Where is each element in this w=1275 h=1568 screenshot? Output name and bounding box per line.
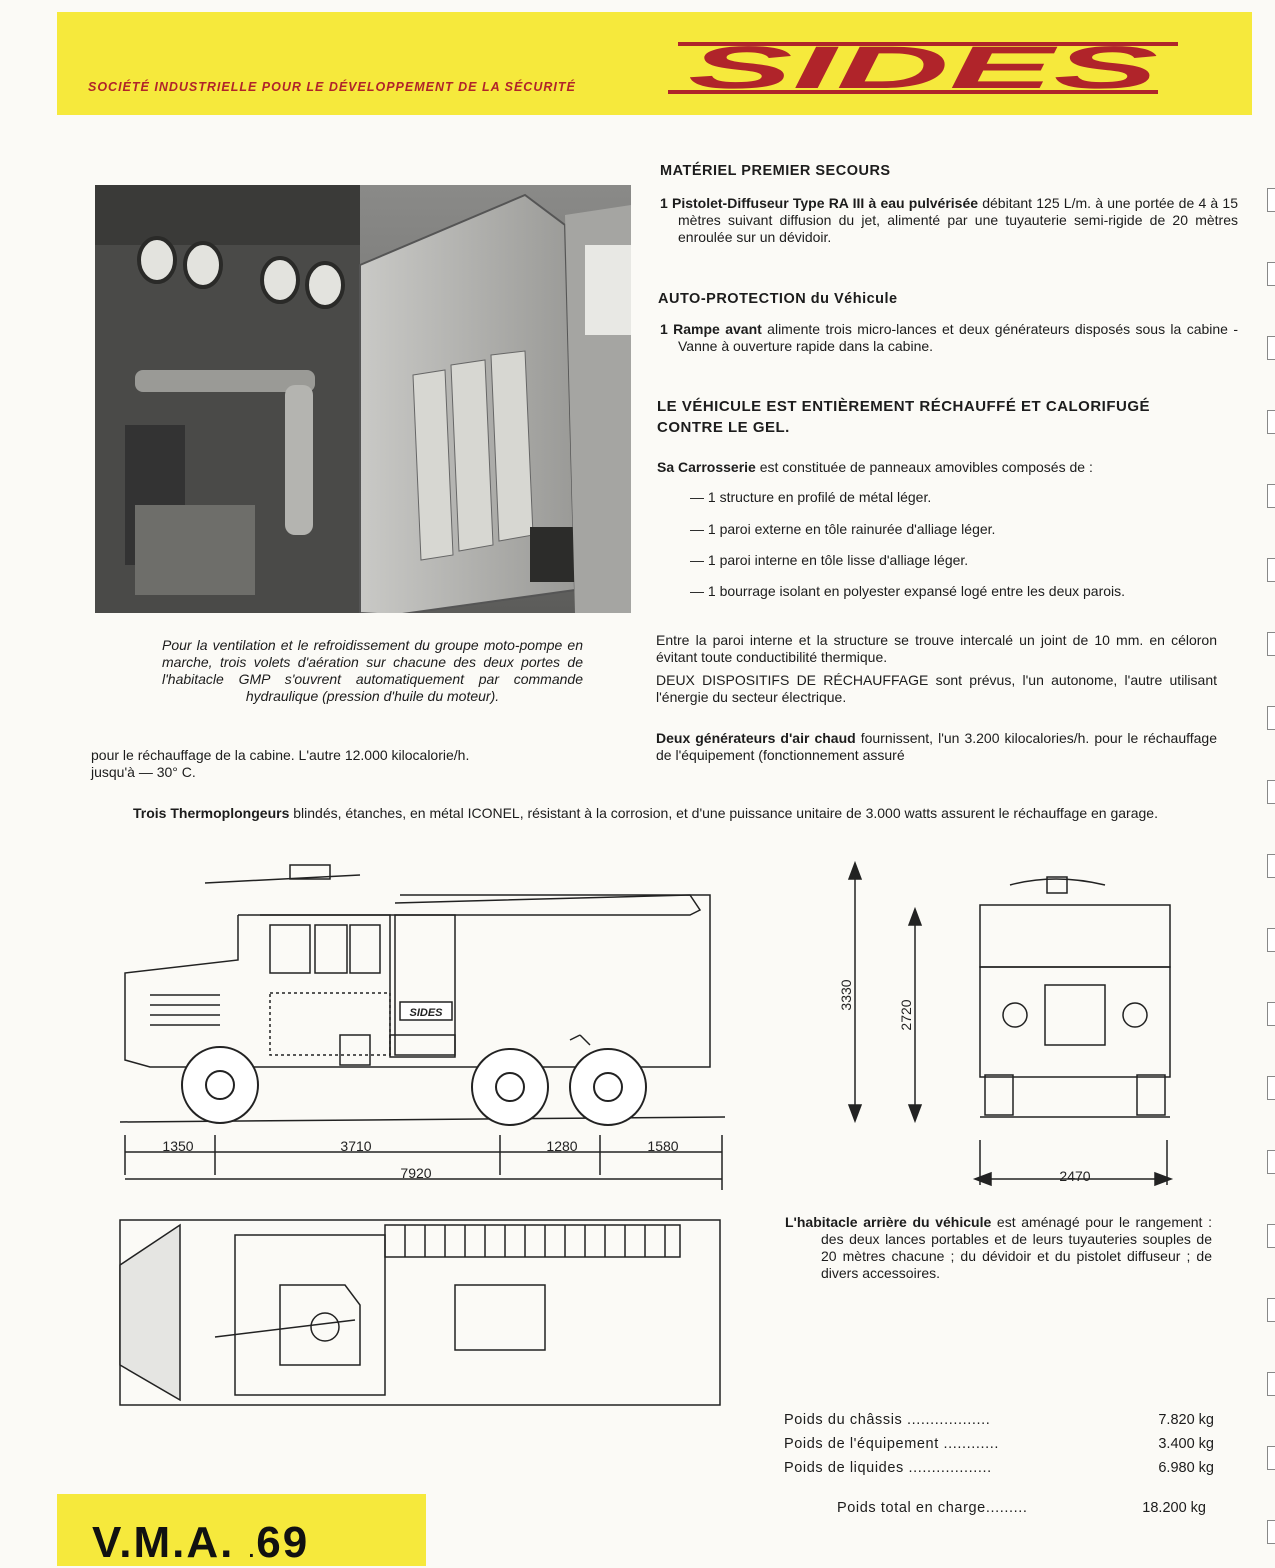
weight-total-label: Poids total en charge......... bbox=[837, 1500, 1028, 1516]
weight-label: Poids de liquides .................. bbox=[784, 1460, 992, 1476]
dim-axle-spacing: 1280 bbox=[546, 1138, 578, 1154]
weight-row bbox=[784, 1460, 1214, 1484]
binding-hole bbox=[1267, 1224, 1275, 1248]
rear-compartment-text bbox=[785, 1214, 1212, 1282]
heating-title-line1: LE VÉHICULE EST ENTIÈREMENT RÉCHAUFFÉ ET CALORIFUGÉ bbox=[657, 398, 1151, 415]
heating-devices-text: DEUX DISPOSITIFS DE RÉCHAUFFAGE sont prévus, l'un autonome, l'autre utilisant l'énergie du secteur électrique. bbox=[656, 672, 1217, 705]
self-protection-text bbox=[660, 321, 1238, 355]
weight-value: 7.820 kg bbox=[1158, 1412, 1214, 1428]
heating-continuation-line2: jusqu'à — 30° C. bbox=[91, 764, 196, 780]
bodywork-item: — 1 bourrage isolant en polyester expansé logé entre les deux parois. bbox=[690, 583, 1126, 599]
binding-hole bbox=[1267, 1372, 1275, 1396]
first-aid-bold: 1 Pistolet-Diffuseur Type RA III à eau pulvérisée bbox=[660, 195, 979, 211]
weight-total-row bbox=[784, 1500, 1214, 1524]
dim-front-overhang: 1350 bbox=[162, 1138, 194, 1154]
brand-logo bbox=[668, 38, 1188, 100]
dim-total-length: 7920 bbox=[400, 1165, 432, 1181]
bodywork-text bbox=[657, 459, 1217, 476]
dim-total-height: 3330 bbox=[838, 979, 854, 1011]
dim-body-height: 2720 bbox=[898, 999, 914, 1031]
weight-total-value: 18.200 kg bbox=[1142, 1500, 1206, 1516]
binding-hole bbox=[1267, 706, 1275, 730]
first-aid-title: MATÉRIEL PREMIER SECOURS bbox=[660, 163, 891, 179]
rear-compartment-bold: L'habitacle arrière du véhicule bbox=[785, 1214, 992, 1230]
binding-hole bbox=[1267, 336, 1275, 360]
binding-hole bbox=[1267, 854, 1275, 878]
binding-hole bbox=[1267, 928, 1275, 952]
first-aid-body: débitant 125 L/m. à une portée de 4 à 15 mètres suivant diffusion du jet, alimenté par une tuyauterie semi-rigide de 20 mètres enroulée sur un dévidoir. bbox=[678, 195, 1238, 245]
weight-value: 3.400 kg bbox=[1158, 1436, 1214, 1452]
self-protection-body: alimente trois micro-lances et deux générateurs disposés sous la cabine - Vanne à ouverture rapide dans la cabine. bbox=[678, 321, 1238, 354]
rear-compartment-body: est aménagé pour le rangement : des deux lances portables et de leurs tuyauteries souples de 20 mètres chacune ; du dévidoir et du pistolet diffuseur ; de divers accessoires. bbox=[821, 1214, 1212, 1281]
weight-value: 6.980 kg bbox=[1158, 1460, 1214, 1476]
model-dot: . bbox=[248, 1540, 257, 1562]
self-protection-title: AUTO-PROTECTION du Véhicule bbox=[658, 291, 898, 307]
binding-hole bbox=[1267, 188, 1275, 212]
truck-top-view-drawing bbox=[115, 1215, 730, 1415]
thermoplongeurs-bold: Trois Thermoplongeurs bbox=[133, 805, 290, 821]
bodywork-item: — 1 paroi interne en tôle lisse d'alliage léger. bbox=[690, 552, 969, 568]
brand-logo-text: SIDES bbox=[688, 38, 1158, 100]
air-generators-bold: Deux générateurs d'air chaud bbox=[656, 730, 856, 746]
dim-rear-overhang: 1580 bbox=[647, 1138, 679, 1154]
bodywork-item: — 1 paroi externe en tôle rainurée d'alliage léger. bbox=[690, 521, 996, 537]
truck-side-view-drawing bbox=[110, 855, 735, 1200]
air-generators-body: fournissent, l'un 3.200 kilocalories/h. pour le réchauffage de l'équipement (fonctionnement assuré bbox=[656, 730, 1217, 763]
joint-text: Entre la paroi interne et la structure se trouve intercalé un joint de 10 mm. en céloron évitant toute conductibilité thermique. bbox=[656, 632, 1217, 665]
dim-width: 2470 bbox=[1059, 1168, 1091, 1184]
binding-hole bbox=[1267, 1446, 1275, 1470]
binding-hole bbox=[1267, 484, 1275, 508]
model-prefix: V.M.A. bbox=[92, 1518, 235, 1567]
air-generators-text bbox=[656, 730, 1217, 764]
weight-label: Poids de l'équipement ............ bbox=[784, 1436, 999, 1452]
bodywork-body: est constituée de panneaux amovibles composés de : bbox=[755, 459, 1093, 475]
weights-table bbox=[784, 1412, 1214, 1524]
weight-row bbox=[784, 1412, 1214, 1436]
bodywork-bold: Sa Carrosserie bbox=[657, 459, 756, 475]
binding-hole bbox=[1267, 1002, 1275, 1026]
model-code bbox=[92, 1518, 309, 1568]
truck-rear-view-drawing bbox=[835, 855, 1175, 1195]
binding-hole bbox=[1267, 1298, 1275, 1322]
photo-caption: Pour la ventilation et le refroidissement du groupe moto-pompe en marche, trois volets d'aération sur chacune des deux portes de l'habitacle GMP s'ouvrent automatiquement par commande hydraulique (pression d'huile du moteur). bbox=[162, 637, 583, 704]
bodywork-item: — 1 structure en profilé de métal léger. bbox=[690, 489, 932, 505]
binding-hole bbox=[1267, 1150, 1275, 1174]
first-aid-text bbox=[660, 195, 1238, 246]
binding-hole bbox=[1267, 410, 1275, 434]
door-logo: SIDES bbox=[409, 1007, 443, 1019]
binding-hole bbox=[1267, 558, 1275, 582]
model-number: 69 bbox=[256, 1518, 310, 1567]
pump-compartment-photo bbox=[95, 185, 631, 613]
heating-title-line2: CONTRE LE GEL. bbox=[657, 419, 790, 436]
weight-label: Poids du châssis .................. bbox=[784, 1412, 991, 1428]
binding-hole bbox=[1267, 780, 1275, 804]
dim-wheelbase: 3710 bbox=[340, 1138, 372, 1154]
weight-row bbox=[784, 1436, 1214, 1460]
binding-hole bbox=[1267, 262, 1275, 286]
heating-continuation-line1: pour le réchauffage de la cabine. L'autre 12.000 kilocalorie/h. bbox=[91, 747, 470, 763]
thermoplongeurs-text bbox=[91, 805, 1217, 822]
binding-holes bbox=[1261, 0, 1275, 1566]
company-tagline: SOCIÉTÉ INDUSTRIELLE POUR LE DÉVELOPPEMENT DE LA SÉCURITÉ bbox=[88, 80, 576, 94]
binding-hole bbox=[1267, 1076, 1275, 1100]
thermoplongeurs-body: blindés, étanches, en métal ICONEL, résistant à la corrosion, et d'une puissance unitaire de 3.000 watts assurent le réchauffage en garage. bbox=[289, 805, 1158, 821]
binding-hole bbox=[1267, 632, 1275, 656]
self-protection-bold: 1 Rampe avant bbox=[660, 321, 762, 337]
binding-hole bbox=[1267, 1520, 1275, 1544]
